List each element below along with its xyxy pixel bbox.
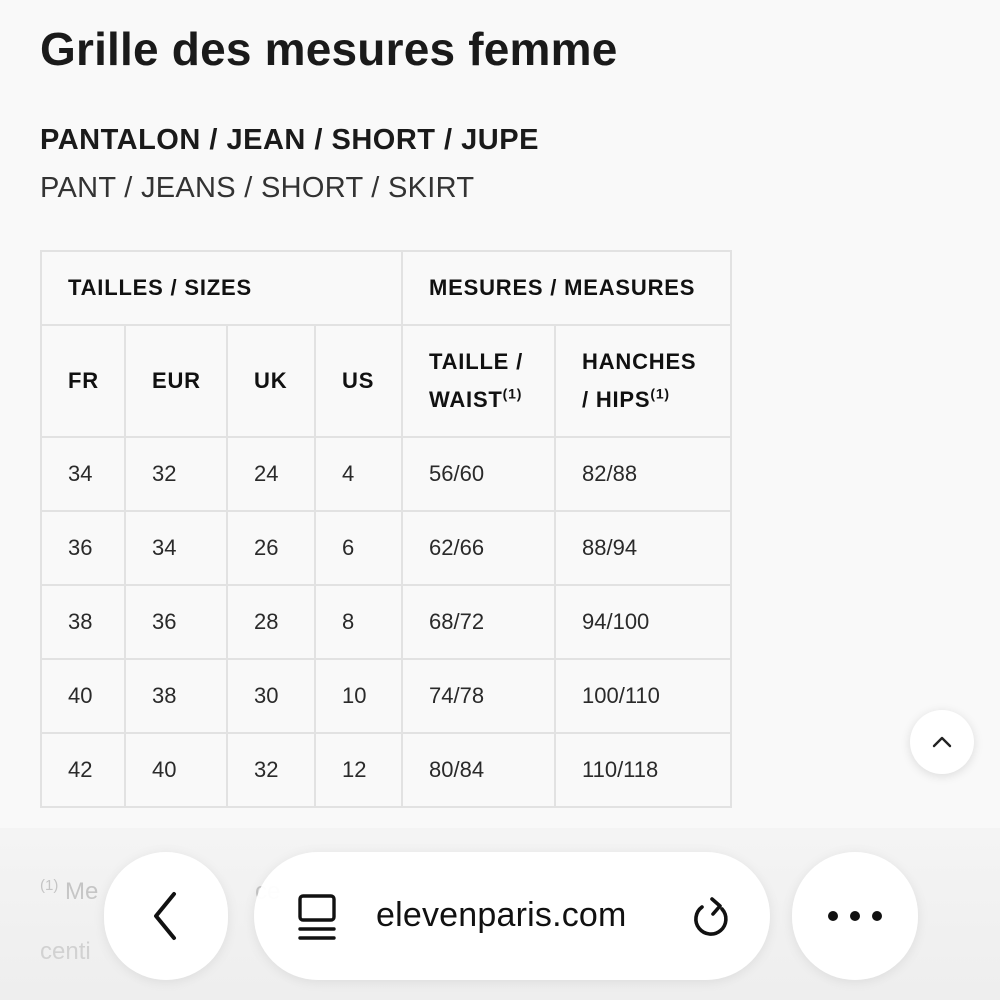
cell-hips: 88/94 bbox=[555, 511, 731, 585]
hips-label-line1: HANCHES bbox=[582, 349, 697, 374]
column-header-uk: UK bbox=[227, 325, 315, 437]
waist-label-line2: WAIST bbox=[429, 387, 503, 412]
chevron-up-icon bbox=[929, 729, 955, 755]
cell-us: 12 bbox=[315, 733, 402, 807]
cell-waist: 56/60 bbox=[402, 437, 555, 511]
table-column-header-row bbox=[41, 325, 731, 437]
size-chart-table bbox=[40, 250, 732, 808]
table-row bbox=[41, 733, 731, 807]
cell-eur: 38 bbox=[125, 659, 227, 733]
column-header-fr: FR bbox=[41, 325, 125, 437]
more-options-button[interactable] bbox=[792, 852, 918, 980]
cell-fr: 40 bbox=[41, 659, 125, 733]
table-row bbox=[41, 511, 731, 585]
cell-uk: 32 bbox=[227, 733, 315, 807]
cell-fr: 36 bbox=[41, 511, 125, 585]
cell-hips: 110/118 bbox=[555, 733, 731, 807]
cell-uk: 24 bbox=[227, 437, 315, 511]
table-row bbox=[41, 437, 731, 511]
cell-eur: 40 bbox=[125, 733, 227, 807]
table-row bbox=[41, 585, 731, 659]
page-title: Grille des mesures femme bbox=[40, 23, 618, 75]
reload-icon[interactable] bbox=[688, 892, 734, 942]
table-row bbox=[41, 659, 731, 733]
cell-hips: 100/110 bbox=[555, 659, 731, 733]
cell-waist: 74/78 bbox=[402, 659, 555, 733]
tabs-icon bbox=[294, 892, 342, 942]
cell-uk: 30 bbox=[227, 659, 315, 733]
column-header-us: US bbox=[315, 325, 402, 437]
cell-fr: 42 bbox=[41, 733, 125, 807]
cell-waist: 80/84 bbox=[402, 733, 555, 807]
cell-waist: 62/66 bbox=[402, 511, 555, 585]
cell-eur: 34 bbox=[125, 511, 227, 585]
cell-uk: 28 bbox=[227, 585, 315, 659]
group-header-sizes: TAILLES / SIZES bbox=[41, 251, 402, 325]
chevron-left-icon bbox=[146, 888, 186, 944]
column-header-eur: EUR bbox=[125, 325, 227, 437]
cell-us: 6 bbox=[315, 511, 402, 585]
cell-us: 10 bbox=[315, 659, 402, 733]
scroll-to-top-button[interactable] bbox=[910, 710, 974, 774]
hips-label-line2: / HIPS bbox=[582, 387, 651, 412]
cell-fr: 38 bbox=[41, 585, 125, 659]
table-group-header-row bbox=[41, 251, 731, 325]
cell-eur: 32 bbox=[125, 437, 227, 511]
category-title-fr: PANTALON / JEAN / SHORT / JUPE bbox=[40, 124, 539, 156]
cell-eur: 36 bbox=[125, 585, 227, 659]
cell-hips: 94/100 bbox=[555, 585, 731, 659]
column-header-waist bbox=[402, 325, 555, 437]
url-text[interactable]: elevenparis.com bbox=[376, 896, 627, 934]
cell-waist: 68/72 bbox=[402, 585, 555, 659]
back-button[interactable] bbox=[104, 852, 228, 980]
hips-footnote-marker: (1) bbox=[650, 385, 670, 402]
cell-us: 4 bbox=[315, 437, 402, 511]
group-header-measures: MESURES / MEASURES bbox=[402, 251, 731, 325]
cell-us: 8 bbox=[315, 585, 402, 659]
cell-hips: 82/88 bbox=[555, 437, 731, 511]
more-horizontal-icon bbox=[825, 908, 885, 924]
category-title-en: PANT / JEANS / SHORT / SKIRT bbox=[40, 172, 475, 204]
cell-uk: 26 bbox=[227, 511, 315, 585]
waist-label-line1: TAILLE / bbox=[429, 349, 523, 374]
cell-fr: 34 bbox=[41, 437, 125, 511]
waist-footnote-marker: (1) bbox=[502, 385, 523, 402]
address-bar[interactable] bbox=[254, 852, 770, 980]
column-header-hips bbox=[555, 325, 731, 437]
